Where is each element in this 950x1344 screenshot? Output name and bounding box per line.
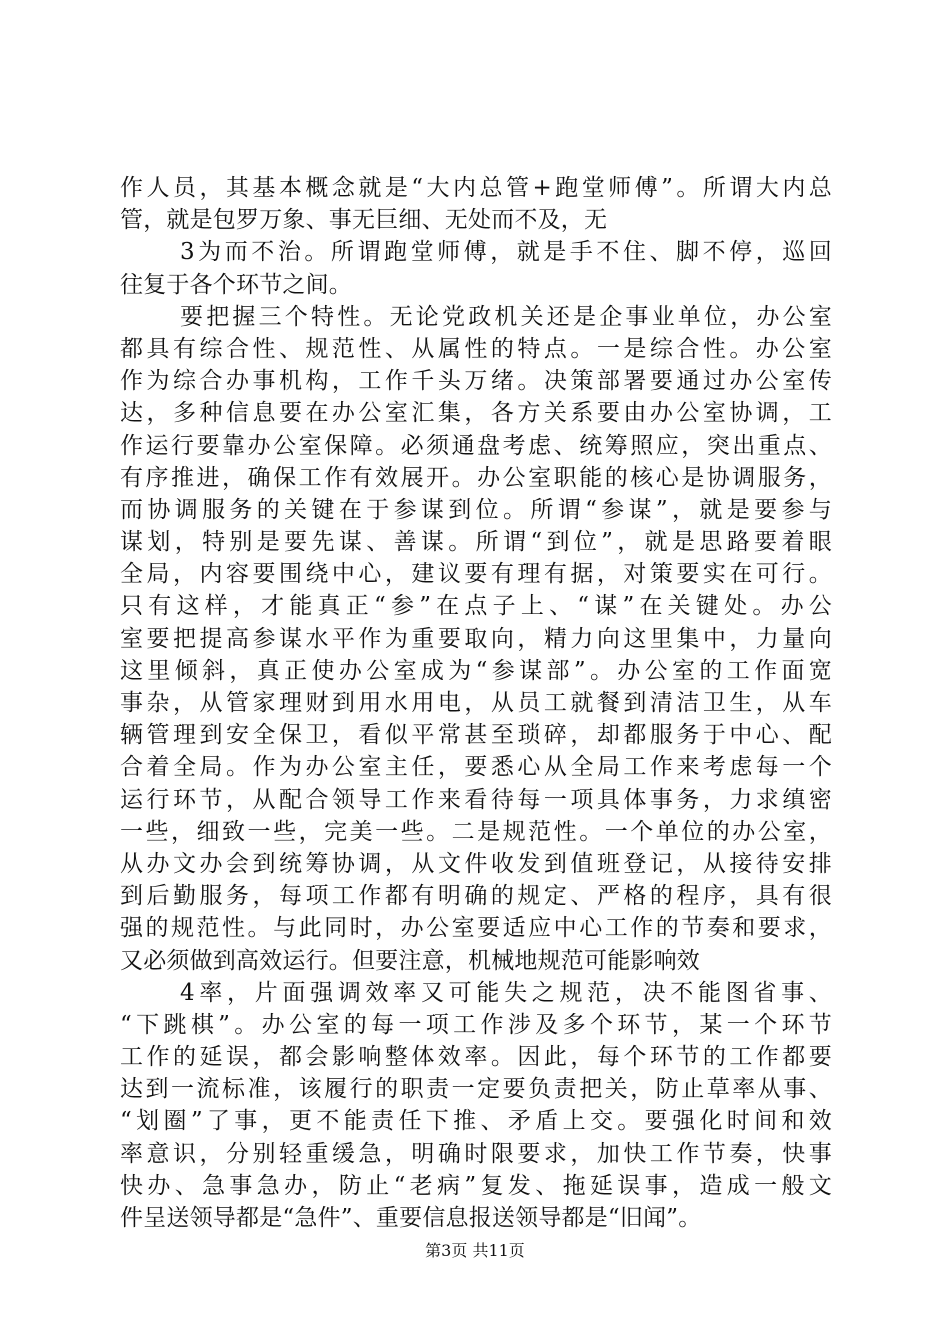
text-line: 件呈送领导都是“急件”、重要信息报送领导都是“旧闻”。 [120,1205,702,1231]
text-line: “下跳棋”。办公室的每一项工作涉及多个环节，某一个环节 [120,1011,832,1038]
text-line: 合着全局。作为办公室主任，要悉心从全局工作来考虑每一个 [120,754,832,781]
text-line: 作运行要靠办公室保障。必须通盘考虑、统筹照应，突出重点、 [120,432,832,459]
text-line: 达，多种信息要在办公室汇集，各方关系要由办公室协调，工 [120,400,832,427]
text-line: 事杂，从管家理财到用水用电，从员工就餐到清洁卫生，从车 [120,690,832,716]
text-line: 全局，内容要围绕中心，建议要有理有据，对策要实在可行。 [120,561,832,588]
text-line: 又必须做到高效运行。但要注意，机械地规范可能影响效 [120,947,700,974]
text-line: 谋划，特别是要先谋、善谋。所谓“到位”，就是思路要着眼 [120,529,832,556]
text-line: 工作的延误，都会影响整体效率。因此，每个环节的工作都要 [120,1044,832,1071]
text-line: 一些，细致一些，完美一些。二是规范性。一个单位的办公室， [120,818,832,845]
text-line: 有序推进，确保工作有效展开。办公室职能的核心是协调服务， [120,464,832,491]
text-line: 从办文办会到统筹协调，从文件收发到值班登记，从接待安排 [120,850,832,877]
text-line: 3为而不治。所谓跑堂师傅，就是手不住、脚不停，巡回 [180,239,832,266]
text-line: 作人员，其基本概念就是“大内总管+跑堂师傅”。所谓大内总 [120,175,832,201]
text-line: 率意识，分别轻重缓急，明确时限要求，加快工作节奏，快事 [120,1140,832,1167]
text-line: 都具有综合性、规范性、从属性的特点。一是综合性。办公室 [120,335,832,362]
text-line: 室要把提高参谋水平作为重要取向，精力向这里集中，力量向 [120,625,832,652]
text-line: 要把握三个特性。无论党政机关还是企事业单位，办公室 [180,303,832,330]
text-line: 往复于各个环节之间。 [120,271,352,298]
text-line: 达到一流标准，该履行的职责一定要负责把关，防止草率从事、 [120,1076,832,1103]
page-footer: 第3页 共11页 [425,1241,525,1260]
text-line: 作为综合办事机构，工作千头万绪。决策部署要通过办公室传 [120,368,832,395]
text-line: 强的规范性。与此同时，办公室要适应中心工作的节奏和要求， [120,915,832,942]
text-line: 只有这样，才能真正“参”在点子上、“谋”在关键处。办公 [120,593,832,620]
text-line: “划圈”了事，更不能责任下推、矛盾上交。要强化时间和效 [120,1108,832,1135]
text-line: 而协调服务的关键在于参谋到位。所谓“参谋”，就是要参与 [120,496,832,523]
text-line: 到后勤服务，每项工作都有明确的规定、严格的程序，具有很 [120,883,832,910]
body-text [120,172,832,1234]
text-line: 辆管理到安全保卫，看似平常甚至琐碎，却都服务于中心、配 [120,722,832,749]
text-line: 运行环节，从配合领导工作来看待每一项具体事务，力求缜密 [120,786,832,813]
text-line: 这里倾斜，真正使办公室成为“参谋部”。办公室的工作面宽 [120,657,832,684]
text-line: 快办、急事急办，防止“老病”复发、拖延误事，造成一般文 [120,1172,832,1199]
text-line: 管，就是包罗万象、事无巨细、无处而不及，无 [120,207,608,234]
text-line: 4率，片面强调效率又可能失之规范，决不能图省事、 [180,979,832,1006]
